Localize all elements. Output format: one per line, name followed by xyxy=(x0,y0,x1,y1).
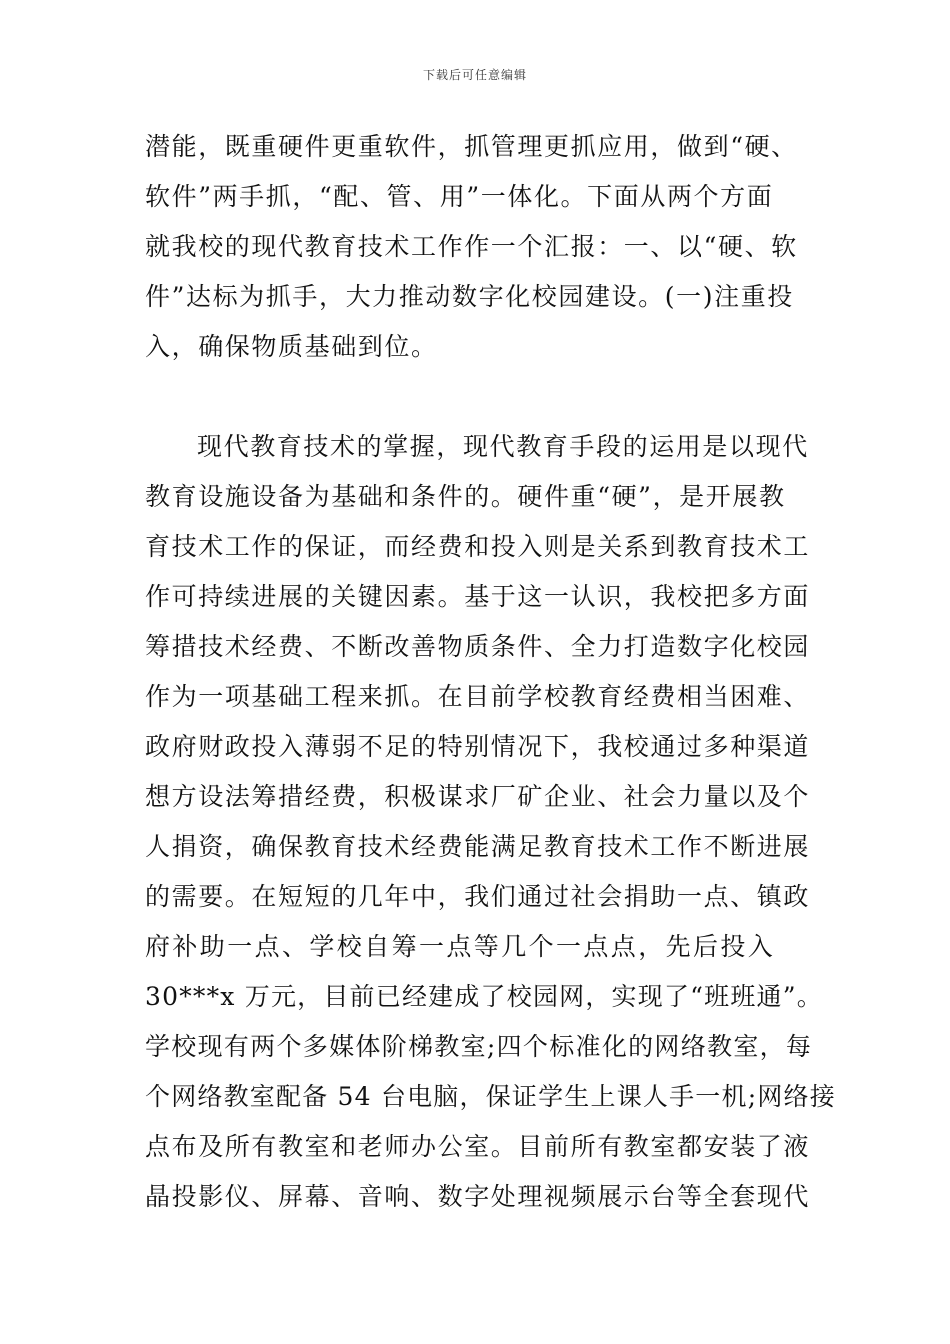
paragraph-2-line-1: 现代教育技术的掌握，现代教育手段的运用是以现代 xyxy=(197,432,809,461)
paragraph-2-line-9: 人捐资，确保教育技术经费能满足教育技术工作不断进展 xyxy=(145,832,811,861)
paragraph-2-line-15: 点布及所有教室和老师办公室。目前所有教室都安装了液 xyxy=(145,1132,811,1161)
paragraph-2-line-11: 府补助一点、学校自筹一点等几个一点点，先后投入 xyxy=(145,932,776,961)
paragraph-2-line-14: 个网络教室配备 54 台电脑，保证学生上课人手一机;网络接 xyxy=(145,1082,836,1111)
paragraph-2-line-7: 政府财政投入薄弱不足的特别情况下，我校通过多种渠道 xyxy=(145,732,811,761)
paragraph-2-line-13: 学校现有两个多媒体阶梯教室;四个标准化的网络教室，每 xyxy=(145,1032,813,1061)
paragraph-2-line-2: 教育设施设备为基础和条件的。硬件重“硬”，是开展教 xyxy=(145,482,786,511)
paragraph-1-line-5: 入，确保物质基础到位。 xyxy=(145,332,438,361)
paragraph-2-line-3: 育技术工作的保证，而经费和投入则是关系到教育技术工 xyxy=(145,532,811,561)
paragraph-2-line-8: 想方设法筹措经费，积极谋求厂矿企业、社会力量以及个 xyxy=(145,782,811,811)
paragraph-2-line-10: 的需要。在短短的几年中，我们通过社会捐助一点、镇政 xyxy=(145,882,811,911)
paragraph-2-line-6: 作为一项基础工程来抓。在目前学校教育经费相当困难、 xyxy=(145,682,811,711)
paragraph-1-line-1: 潜能，既重硬件更重软件，抓管理更抓应用，做到“硬、 xyxy=(145,132,798,161)
paragraph-2-line-12: 30***x 万元，目前已经建成了校园网，实现了“班班通”。 xyxy=(145,982,823,1011)
paragraph-2-line-5: 筹措技术经费、不断改善物质条件、全力打造数字化校园 xyxy=(145,632,811,661)
paragraph-1-line-2: 软件”两手抓，“配、管、用”一体化。下面从两个方面 xyxy=(145,182,774,211)
page-header: 下载后可任意编辑 xyxy=(422,68,527,82)
paragraph-1-line-4: 件”达标为抓手，大力推动数字化校园建设。(一)注重投 xyxy=(145,282,794,311)
paragraph-1-line-3: 就我校的现代教育技术工作作一个汇报：一、以“硬、软 xyxy=(145,232,798,261)
paragraph-2-line-4: 作可持续进展的关键因素。基于这一认识，我校把多方面 xyxy=(145,582,811,611)
paragraph-2-line-16: 晶投影仪、屏幕、音响、数字处理视频展示台等全套现代 xyxy=(145,1182,811,1211)
